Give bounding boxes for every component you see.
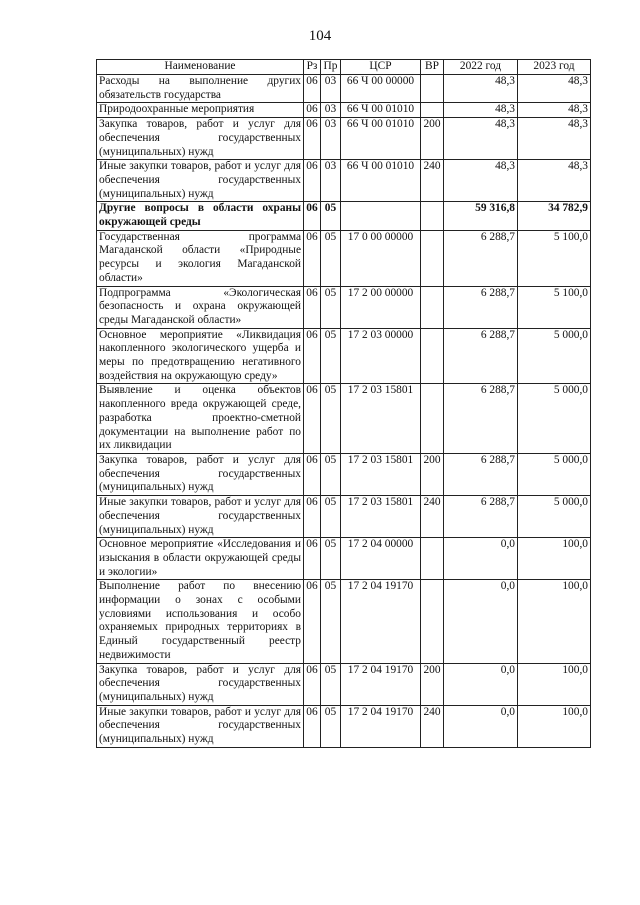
row-2022: 0,0 xyxy=(444,580,518,663)
row-2022: 48,3 xyxy=(444,75,518,103)
row-pr: 05 xyxy=(321,286,341,328)
table-row xyxy=(97,230,591,286)
header-2023: 2023 год xyxy=(518,60,591,75)
row-2022: 48,3 xyxy=(444,103,518,118)
row-2022: 59 316,8 xyxy=(444,202,518,230)
row-2023: 5 000,0 xyxy=(518,453,591,495)
row-name: Природоохранные мероприятия xyxy=(97,103,304,118)
row-rz: 06 xyxy=(304,75,321,103)
row-rz: 06 xyxy=(304,230,321,286)
row-rz: 06 xyxy=(304,538,321,580)
row-2022: 6 288,7 xyxy=(444,328,518,384)
row-2022: 6 288,7 xyxy=(444,453,518,495)
row-rz: 06 xyxy=(304,453,321,495)
table-row xyxy=(97,286,591,328)
row-2022: 48,3 xyxy=(444,118,518,160)
row-2023: 48,3 xyxy=(518,160,591,202)
row-pr: 05 xyxy=(321,705,341,747)
row-2022: 6 288,7 xyxy=(444,286,518,328)
row-name: Выявление и оценка объектов накопленного вреда окружающей среде, разработка проектно-сметной документации на выполнение работ по их ликвидации xyxy=(97,384,304,454)
header-name: Наименование xyxy=(97,60,304,75)
row-rz: 06 xyxy=(304,705,321,747)
row-vr: 240 xyxy=(421,160,444,202)
row-csr: 17 0 00 00000 xyxy=(341,230,421,286)
row-2022: 0,0 xyxy=(444,705,518,747)
row-csr: 17 2 04 19170 xyxy=(341,705,421,747)
row-csr: 17 2 04 19170 xyxy=(341,663,421,705)
row-pr: 03 xyxy=(321,160,341,202)
row-vr: 200 xyxy=(421,118,444,160)
row-vr xyxy=(421,286,444,328)
row-pr: 05 xyxy=(321,538,341,580)
table-row xyxy=(97,160,591,202)
row-rz: 06 xyxy=(304,118,321,160)
row-csr: 66 Ч 00 01010 xyxy=(341,103,421,118)
row-2023: 48,3 xyxy=(518,75,591,103)
row-csr: 17 2 03 15801 xyxy=(341,384,421,454)
row-2023: 5 000,0 xyxy=(518,496,591,538)
row-name: Иные закупки товаров, работ и услуг для обеспечения государственных (муниципальных) нужд xyxy=(97,160,304,202)
row-vr: 240 xyxy=(421,496,444,538)
row-csr xyxy=(341,202,421,230)
row-csr: 66 Ч 00 00000 xyxy=(341,75,421,103)
row-rz: 06 xyxy=(304,663,321,705)
row-2022: 0,0 xyxy=(444,538,518,580)
row-2022: 48,3 xyxy=(444,160,518,202)
row-2022: 6 288,7 xyxy=(444,230,518,286)
header-rz: Рз xyxy=(304,60,321,75)
table-row xyxy=(97,328,591,384)
row-name: Выполнение работ по внесению информации о зонах с особыми условиями использования и особо охраняемых природных территориях в Единый государственный реестр недвижимости xyxy=(97,580,304,663)
row-2023: 5 100,0 xyxy=(518,230,591,286)
row-rz: 06 xyxy=(304,580,321,663)
row-csr: 17 2 03 15801 xyxy=(341,496,421,538)
row-2023: 100,0 xyxy=(518,580,591,663)
row-name: Основное мероприятие «Исследования и изыскания в области окружающей среды и экологии» xyxy=(97,538,304,580)
row-2022: 6 288,7 xyxy=(444,384,518,454)
row-pr: 03 xyxy=(321,75,341,103)
row-pr: 05 xyxy=(321,328,341,384)
row-vr xyxy=(421,202,444,230)
row-name: Закупка товаров, работ и услуг для обеспечения государственных (муниципальных) нужд xyxy=(97,663,304,705)
table-row xyxy=(97,663,591,705)
row-vr xyxy=(421,103,444,118)
table-row xyxy=(97,103,591,118)
row-pr: 03 xyxy=(321,118,341,160)
row-vr xyxy=(421,384,444,454)
table-row xyxy=(97,580,591,663)
row-vr xyxy=(421,230,444,286)
table-row xyxy=(97,453,591,495)
row-rz: 06 xyxy=(304,160,321,202)
row-csr: 17 2 00 00000 xyxy=(341,286,421,328)
row-2023: 5 000,0 xyxy=(518,328,591,384)
row-name: Закупка товаров, работ и услуг для обеспечения государственных (муниципальных) нужд xyxy=(97,118,304,160)
table-row xyxy=(97,538,591,580)
header-2022: 2022 год xyxy=(444,60,518,75)
row-name: Другие вопросы в области охраны окружающей среды xyxy=(97,202,304,230)
row-2023: 5 100,0 xyxy=(518,286,591,328)
row-pr: 05 xyxy=(321,202,341,230)
row-vr: 200 xyxy=(421,453,444,495)
row-rz: 06 xyxy=(304,496,321,538)
row-csr: 66 Ч 00 01010 xyxy=(341,160,421,202)
row-vr: 240 xyxy=(421,705,444,747)
row-2023: 34 782,9 xyxy=(518,202,591,230)
row-vr xyxy=(421,580,444,663)
header-csr: ЦСР xyxy=(341,60,421,75)
row-2023: 5 000,0 xyxy=(518,384,591,454)
row-pr: 03 xyxy=(321,103,341,118)
table-row xyxy=(97,75,591,103)
row-2023: 48,3 xyxy=(518,103,591,118)
header-pr: Пр xyxy=(321,60,341,75)
row-name: Расходы на выполнение других обязательств государства xyxy=(97,75,304,103)
row-csr: 66 Ч 00 01010 xyxy=(341,118,421,160)
row-name: Иные закупки товаров, работ и услуг для обеспечения государственных (муниципальных) нужд xyxy=(97,496,304,538)
row-rz: 06 xyxy=(304,286,321,328)
row-2022: 0,0 xyxy=(444,663,518,705)
row-name: Закупка товаров, работ и услуг для обеспечения государственных (муниципальных) нужд xyxy=(97,453,304,495)
row-rz: 06 xyxy=(304,384,321,454)
row-rz: 06 xyxy=(304,328,321,384)
row-vr xyxy=(421,328,444,384)
table-row xyxy=(97,118,591,160)
row-2023: 100,0 xyxy=(518,705,591,747)
row-rz: 06 xyxy=(304,202,321,230)
table-row xyxy=(97,496,591,538)
table-row xyxy=(97,384,591,454)
row-name: Основное мероприятие «Ликвидация накопленного экологического ущерба и меры по предотвращению негативного воздействия на окружающую среду» xyxy=(97,328,304,384)
row-vr: 200 xyxy=(421,663,444,705)
row-pr: 05 xyxy=(321,453,341,495)
row-pr: 05 xyxy=(321,580,341,663)
row-vr xyxy=(421,75,444,103)
row-name: Государственная программа Магаданской области «Природные ресурсы и экология Магаданской области» xyxy=(97,230,304,286)
row-pr: 05 xyxy=(321,496,341,538)
row-pr: 05 xyxy=(321,663,341,705)
row-csr: 17 2 04 19170 xyxy=(341,580,421,663)
row-pr: 05 xyxy=(321,384,341,454)
row-name: Подпрограмма «Экологическая безопасность и охрана окружающей среды Магаданской области» xyxy=(97,286,304,328)
header-vr: ВР xyxy=(421,60,444,75)
row-2023: 100,0 xyxy=(518,663,591,705)
page-number: 104 xyxy=(308,28,332,44)
row-2023: 48,3 xyxy=(518,118,591,160)
budget-table xyxy=(96,59,591,748)
row-name: Иные закупки товаров, работ и услуг для обеспечения государственных (муниципальных) нужд xyxy=(97,705,304,747)
row-2023: 100,0 xyxy=(518,538,591,580)
table-row xyxy=(97,705,591,747)
table-header-row xyxy=(97,60,591,75)
row-rz: 06 xyxy=(304,103,321,118)
row-csr: 17 2 03 00000 xyxy=(341,328,421,384)
row-pr: 05 xyxy=(321,230,341,286)
row-csr: 17 2 03 15801 xyxy=(341,453,421,495)
table-row xyxy=(97,202,591,230)
row-2022: 6 288,7 xyxy=(444,496,518,538)
row-vr xyxy=(421,538,444,580)
row-csr: 17 2 04 00000 xyxy=(341,538,421,580)
